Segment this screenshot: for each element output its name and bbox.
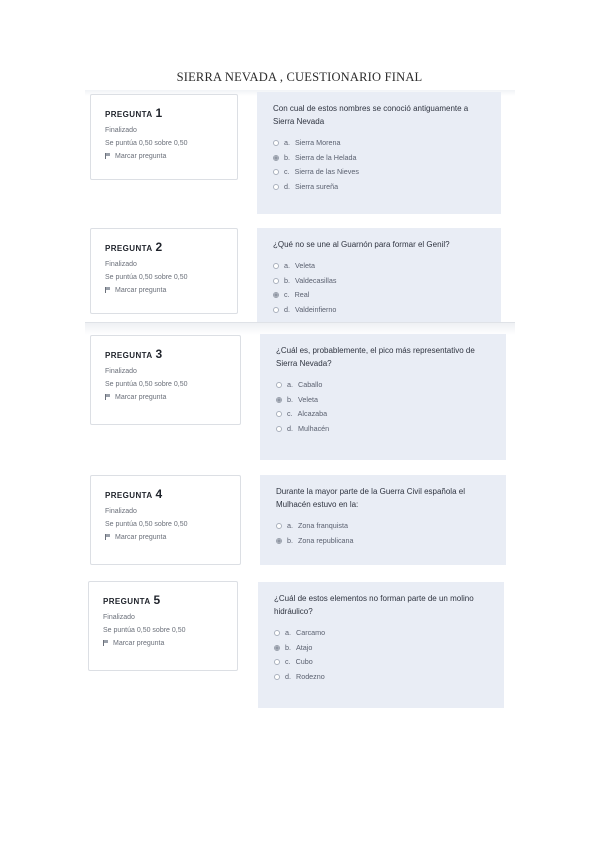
radio-button[interactable] xyxy=(273,307,279,313)
radio-button[interactable] xyxy=(273,140,279,146)
question-label: PREGUNTA xyxy=(105,244,153,253)
radio-button-checked[interactable] xyxy=(273,292,279,298)
question-number: 2 xyxy=(155,240,163,254)
answer-option[interactable]: a. Caballo xyxy=(276,378,490,393)
radio-button[interactable] xyxy=(276,411,282,417)
question-number: 1 xyxy=(155,106,163,120)
question-info-box xyxy=(90,475,241,565)
question-state: Finalizado xyxy=(105,127,137,134)
flag-icon xyxy=(105,394,111,400)
flag-icon xyxy=(105,153,111,159)
radio-button[interactable] xyxy=(276,426,282,432)
flag-icon xyxy=(103,640,109,646)
radio-button[interactable] xyxy=(274,674,280,680)
question-panel xyxy=(258,582,504,708)
answer-option[interactable]: a. Sierra Morena xyxy=(273,136,485,151)
answer-option[interactable]: d. Sierra sureña xyxy=(273,180,485,195)
flag-question-link[interactable]: Marcar pregunta xyxy=(105,287,223,294)
radio-button[interactable] xyxy=(273,263,279,269)
question-score: Se puntúa 0,50 sobre 0,50 xyxy=(105,274,188,281)
question-number: 5 xyxy=(153,593,161,607)
question-score: Se puntúa 0,50 sobre 0,50 xyxy=(103,627,186,634)
answer-list xyxy=(276,378,490,436)
radio-button[interactable] xyxy=(273,184,279,190)
answer-option[interactable]: a. Zona franquista xyxy=(276,519,490,534)
question-number: 3 xyxy=(155,347,163,361)
question-info-box xyxy=(88,581,238,671)
question-panel xyxy=(257,228,501,324)
question-panel xyxy=(260,475,506,565)
flag-question-link[interactable]: Marcar pregunta xyxy=(105,394,226,401)
question-score: Se puntúa 0,50 sobre 0,50 xyxy=(105,521,188,528)
question-score: Se puntúa 0,50 sobre 0,50 xyxy=(105,140,188,147)
question-label: PREGUNTA xyxy=(103,597,151,606)
answer-option[interactable]: a. Veleta xyxy=(273,259,485,274)
question-state: Finalizado xyxy=(105,261,137,268)
question-state: Finalizado xyxy=(103,614,135,621)
radio-button[interactable] xyxy=(273,169,279,175)
radio-button[interactable] xyxy=(276,382,282,388)
answer-option[interactable]: b. Zona republicana xyxy=(276,534,490,549)
question-info-box xyxy=(90,335,241,425)
question-panel xyxy=(260,334,506,460)
flag-icon xyxy=(105,287,111,293)
answer-option[interactable]: c. Cubo xyxy=(274,655,488,670)
question-state: Finalizado xyxy=(105,508,137,515)
question-text: ¿Cuál de estos elementos no forman parte de un molino hidráulico? xyxy=(274,594,474,616)
flag-question-link[interactable]: Marcar pregunta xyxy=(105,153,223,160)
answer-list xyxy=(273,136,485,194)
document-title: SIERRA NEVADA , CUESTIONARIO FINAL xyxy=(176,70,423,84)
answer-list xyxy=(276,519,490,548)
answer-option[interactable]: b. Veleta xyxy=(276,393,490,408)
radio-button-checked[interactable] xyxy=(274,645,280,651)
answer-option[interactable]: c. Alcazaba xyxy=(276,407,490,422)
question-text: ¿Cuál es, probablemente, el pico más representativo de Sierra Nevada? xyxy=(276,346,475,368)
radio-button[interactable] xyxy=(273,278,279,284)
flag-question-link[interactable]: Marcar pregunta xyxy=(103,640,223,647)
answer-option[interactable]: c. Sierra de las Nieves xyxy=(273,165,485,180)
answer-option[interactable]: b. Valdecasillas xyxy=(273,274,485,289)
answer-option[interactable]: a. Carcamo xyxy=(274,626,488,641)
radio-button[interactable] xyxy=(274,659,280,665)
answer-list xyxy=(274,626,488,684)
question-label: PREGUNTA xyxy=(105,110,153,119)
question-label: PREGUNTA xyxy=(105,351,153,360)
radio-button[interactable] xyxy=(276,523,282,529)
question-text: ¿Qué no se une al Guarnón para formar el Genil? xyxy=(273,240,450,249)
radio-button-checked[interactable] xyxy=(273,155,279,161)
answer-option[interactable]: d. Mulhacén xyxy=(276,422,490,437)
radio-button-checked[interactable] xyxy=(276,397,282,403)
question-panel xyxy=(257,92,501,214)
flag-question-link[interactable]: Marcar pregunta xyxy=(105,534,226,541)
question-info-box xyxy=(90,94,238,180)
flag-icon xyxy=(105,534,111,540)
answer-option[interactable]: c. Real xyxy=(273,288,485,303)
question-label: PREGUNTA xyxy=(105,491,153,500)
radio-button-checked[interactable] xyxy=(276,538,282,544)
radio-button[interactable] xyxy=(274,630,280,636)
question-info-box xyxy=(90,228,238,314)
answer-option[interactable]: b. Sierra de la Helada xyxy=(273,151,485,166)
answer-option[interactable]: b. Atajo xyxy=(274,641,488,656)
question-number: 4 xyxy=(155,487,163,501)
question-text: Durante la mayor parte de la Guerra Civil española el Mulhacén estuvo en la: xyxy=(276,487,465,509)
question-score: Se puntúa 0,50 sobre 0,50 xyxy=(105,381,188,388)
question-text: Con cual de estos nombres se conoció antiguamente a Sierra Nevada xyxy=(273,104,469,126)
question-state: Finalizado xyxy=(105,368,137,375)
answer-option[interactable]: d. Rodezno xyxy=(274,670,488,685)
answer-list xyxy=(273,259,485,317)
answer-option[interactable]: d. Valdeinfierno xyxy=(273,303,485,318)
